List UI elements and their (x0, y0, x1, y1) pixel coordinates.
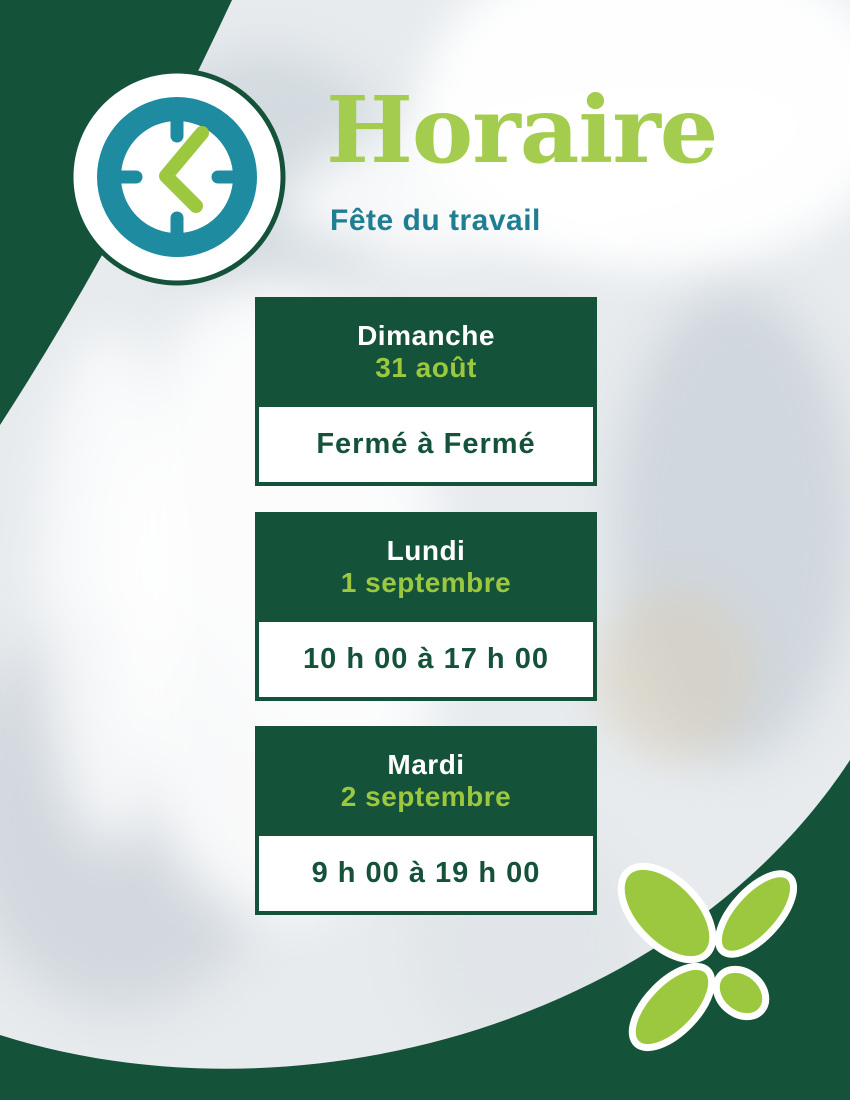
date-label: 1 septembre (340, 567, 512, 598)
schedule-card-body (255, 836, 597, 915)
hours-label: Fermé à Fermé (316, 428, 536, 460)
day-label: Dimanche (357, 320, 495, 351)
schedule-card-header (255, 512, 597, 622)
schedule-card-header (255, 297, 597, 407)
schedule-card (255, 512, 597, 701)
page-title: Horaire (326, 76, 718, 184)
schedule-card-body (255, 622, 597, 701)
subtitle: Fête du travail (330, 204, 541, 237)
day-label: Mardi (387, 749, 465, 780)
hours-label: 10 h 00 à 17 h 00 (303, 643, 549, 675)
hours-label: 9 h 00 à 19 h 00 (311, 857, 541, 889)
schedule-card-body (255, 407, 597, 486)
day-label: Lundi (386, 535, 466, 566)
schedule-card (255, 726, 597, 915)
schedule-card-header (255, 726, 597, 836)
date-label: 2 septembre (340, 781, 512, 812)
schedule-card (255, 297, 597, 486)
clock-icon (71, 71, 283, 283)
date-label: 31 août (375, 352, 477, 383)
